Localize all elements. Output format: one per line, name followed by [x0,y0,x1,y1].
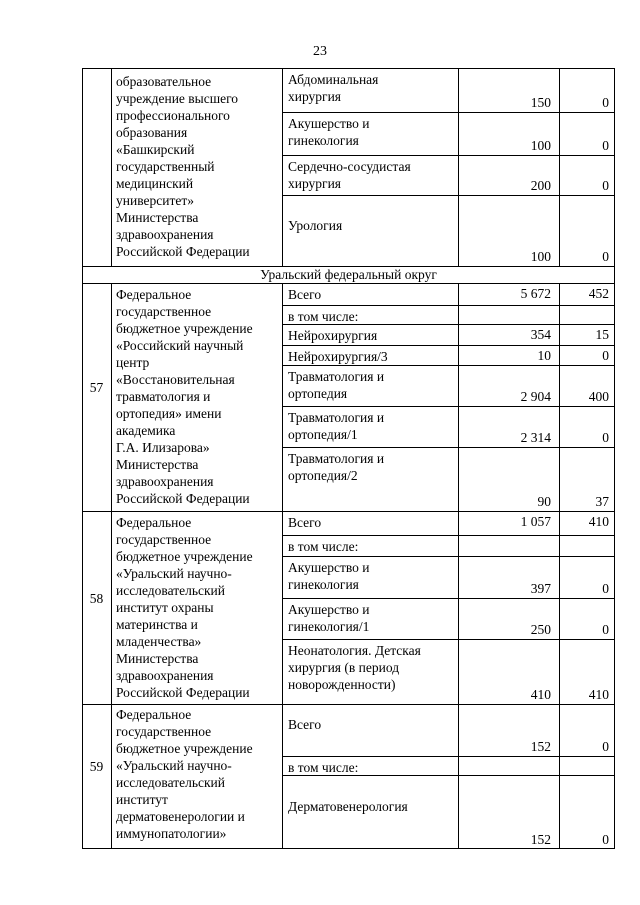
profile-name: Акушерство и [288,602,370,617]
institution-name-line: бюджетное учреждение [116,321,253,336]
column-divider [111,68,112,266]
row-divider [282,598,615,599]
institution-name-line: Министерства [116,210,199,225]
institution-name-line: Федеральное [116,707,192,722]
entry-number: 58 [89,591,104,606]
institution-name-line: учреждение высшего [116,91,239,106]
profile-name: Всего [288,287,322,302]
row-divider [282,305,615,306]
column-divider [111,283,112,511]
column-divider [458,511,459,704]
profile-name: Урология [288,218,343,233]
profile-name: Акушерство и [288,560,370,575]
row-divider [282,112,615,113]
region-header-bottom-border [82,283,615,284]
value-second: 15 [595,327,609,342]
institution-name-line: «Российский научный [116,338,244,353]
institution-name-line: иммунопатологии» [116,826,227,841]
column-divider [458,68,459,266]
column-divider [559,704,560,849]
institution-name-line: институт охраны [116,600,214,615]
column-divider [111,511,112,704]
table-bottom-border [82,848,615,849]
row-divider [282,447,615,448]
table-left-border [82,68,83,849]
row-divider [282,639,615,640]
row-divider [282,345,615,346]
profile-name: Нейрохирургия/3 [288,349,388,364]
profile-name: ортопедия [288,386,348,401]
section-divider [82,266,615,267]
institution-name-line: Министерства [116,457,199,472]
page-number: 23 [313,44,327,59]
row-divider [282,155,615,156]
institution-name-line: университет» [116,193,194,208]
profile-name: в том числе: [288,760,359,775]
profile-name: Травматология и [288,369,385,384]
profile-name: хирургия (в период [288,660,400,675]
institution-name-line: Федеральное [116,287,192,302]
profile-name: Дерматовенерология [288,799,408,814]
value-total: 397 [530,581,551,596]
column-divider [282,704,283,849]
institution-name-line: «Башкирский [116,142,195,157]
institution-name-line: Российской Федерации [116,244,250,259]
value-total: 2 904 [520,389,551,404]
institution-name-line: образовательное [116,74,212,89]
institution-name-line: материнства и [116,617,198,632]
value-total: 250 [530,622,551,637]
column-divider [458,283,459,511]
value-second: 0 [602,348,609,363]
institution-name-line: травматология и [116,389,211,404]
section-divider [82,704,615,705]
table-top-border [82,68,615,69]
profile-name: новорожденности) [288,677,396,692]
profile-name: Нейрохирургия [288,328,378,343]
column-divider [282,68,283,266]
value-second: 0 [602,622,609,637]
value-total: 1 057 [520,514,551,529]
profile-name: ортопедия/2 [288,468,358,483]
institution-name-line: институт [116,792,168,807]
value-total: 354 [530,327,551,342]
institution-name-line: Российской Федерации [116,685,250,700]
institution-name-line: государственное [116,532,212,547]
institution-name-line: здравоохранения [116,227,214,242]
column-divider [559,283,560,511]
value-total: 150 [530,95,551,110]
value-second: 0 [602,249,609,264]
institution-name-line: здравоохранения [116,668,214,683]
section-divider [82,511,615,512]
value-second: 37 [595,494,609,509]
value-total: 5 672 [520,286,551,301]
institution-name-line: государственное [116,304,212,319]
institution-name-line: Российской Федерации [116,491,250,506]
value-second: 0 [602,581,609,596]
profile-name: гинекология/1 [288,619,370,634]
profile-name: гинекология [288,133,359,148]
institution-name-line: Федеральное [116,515,192,530]
value-second: 410 [588,687,609,702]
row-divider [282,406,615,407]
institution-name-line: центр [116,355,150,370]
profile-name: хирургия [288,176,342,191]
value-second: 452 [588,286,609,301]
institution-name-line: «Восстановительная [116,372,235,387]
institution-name-line: ортопедия» имени [116,406,222,421]
institution-name-line: профессионального [116,108,230,123]
region-header: Уральский федеральный округ [260,267,437,282]
value-second: 0 [602,138,609,153]
row-divider [282,535,615,536]
institution-name-line: бюджетное учреждение [116,741,253,756]
institution-name-line: Министерства [116,651,199,666]
value-total: 410 [530,687,551,702]
profile-name: ортопедия/1 [288,427,358,442]
row-divider [282,324,615,325]
institution-name-line: государственный [116,159,215,174]
institution-name-line: академика [116,423,176,438]
profile-name: Неонатология. Детская [288,643,421,658]
column-divider [458,704,459,849]
profile-name: Травматология и [288,410,385,425]
column-divider [282,511,283,704]
value-second: 0 [602,430,609,445]
value-total: 2 314 [520,430,551,445]
row-divider [282,775,615,776]
profile-name: гинекология [288,577,359,592]
institution-name-line: бюджетное учреждение [116,549,253,564]
institution-name-line: государственное [116,724,212,739]
value-second: 0 [602,95,609,110]
profile-name: Всего [288,515,322,530]
entry-number: 57 [89,380,104,395]
institution-name-line: дерматовенерологии и [116,809,245,824]
row-divider [282,756,615,757]
profile-name: в том числе: [288,539,359,554]
institution-name-line: здравоохранения [116,474,214,489]
row-divider [282,556,615,557]
row-divider [282,365,615,366]
table-right-border [614,68,615,849]
institution-name-line: «Уральский научно- [116,758,232,773]
value-total: 200 [530,178,551,193]
institution-name-line: исследовательский [116,583,226,598]
entry-number: 59 [89,759,104,774]
column-divider [111,704,112,849]
profile-name: Абдоминальная [288,72,379,87]
profile-name: в том числе: [288,309,359,324]
value-total: 100 [530,249,551,264]
value-second: 0 [602,178,609,193]
value-total: 90 [537,494,551,509]
value-total: 10 [537,348,551,363]
value-second: 0 [602,832,609,847]
column-divider [559,511,560,704]
value-total: 152 [530,832,551,847]
institution-name-line: младенчества» [116,634,202,649]
profile-name: Всего [288,717,322,732]
profile-name: хирургия [288,89,342,104]
value-second: 410 [588,514,609,529]
institution-name-line: «Уральский научно- [116,566,232,581]
institution-name-line: медицинский [116,176,194,191]
column-divider [559,68,560,266]
profile-name: Акушерство и [288,116,370,131]
institution-name-line: образования [116,125,188,140]
row-divider [282,195,615,196]
value-total: 152 [530,739,551,754]
allocation-table [82,68,615,849]
institution-name-line: Г.А. Илизарова» [116,440,210,455]
column-divider [282,283,283,511]
institution-name-line: исследовательский [116,775,226,790]
profile-name: Сердечно-сосудистая [288,159,411,174]
profile-name: Травматология и [288,451,385,466]
value-total: 100 [530,138,551,153]
value-second: 400 [588,389,609,404]
value-second: 0 [602,739,609,754]
